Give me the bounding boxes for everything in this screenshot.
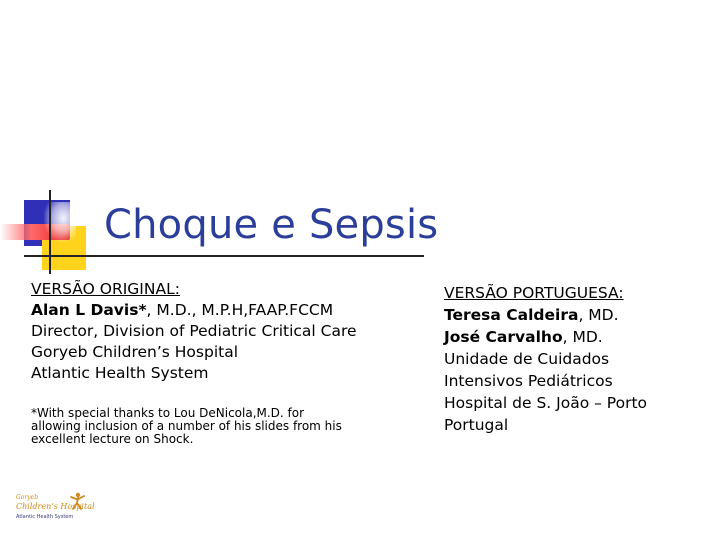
author-credentials: , M.D., M.P.H,FAAP.FCCM bbox=[146, 301, 334, 319]
unit-line: Intensivos Pediátricos bbox=[444, 372, 613, 390]
unit-line: Unidade de Cuidados bbox=[444, 350, 610, 368]
author-name: Alan L Davis* bbox=[31, 301, 147, 319]
ornament-vertical-line bbox=[49, 190, 51, 274]
logo-line-3: Atlantic Health System bbox=[16, 514, 74, 520]
acknowledgement-note bbox=[31, 407, 381, 446]
country-line: Portugal bbox=[444, 416, 509, 434]
translator-2-name: José Carvalho bbox=[444, 328, 563, 346]
translator-1-line bbox=[444, 304, 694, 326]
portuguese-version-heading: VERSÃO PORTUGUESA: bbox=[444, 284, 624, 302]
logo-line-2: Children’s Hospital bbox=[16, 502, 95, 511]
translator-2-line bbox=[444, 326, 694, 348]
slide-title: Choque e Sepsis bbox=[104, 202, 439, 248]
author-hospital: Goryeb Children’s Hospital bbox=[31, 343, 239, 361]
note-line: *With special thanks to Lou DeNicola,M.D. for bbox=[31, 406, 305, 420]
translator-1-suffix: , MD. bbox=[578, 306, 619, 324]
author-system: Atlantic Health System bbox=[31, 364, 209, 382]
hospital-logo bbox=[14, 492, 96, 526]
title-underline bbox=[24, 255, 424, 257]
portuguese-version-block bbox=[444, 282, 694, 436]
hospital-line: Hospital de S. João – Porto bbox=[444, 394, 648, 412]
child-figure-icon bbox=[66, 492, 88, 512]
logo-line-1: Goryeb bbox=[16, 494, 39, 501]
note-line: allowing inclusion of a number of his slides from his bbox=[31, 419, 342, 433]
note-line: excellent lecture on Shock. bbox=[31, 432, 194, 446]
author-line bbox=[31, 300, 411, 321]
original-version-block bbox=[31, 279, 411, 384]
original-version-heading: VERSÃO ORIGINAL: bbox=[31, 280, 180, 298]
author-position: Director, Division of Pediatric Critical Care bbox=[31, 322, 357, 340]
translator-1-name: Teresa Caldeira bbox=[444, 306, 579, 324]
translator-2-suffix: , MD. bbox=[562, 328, 603, 346]
